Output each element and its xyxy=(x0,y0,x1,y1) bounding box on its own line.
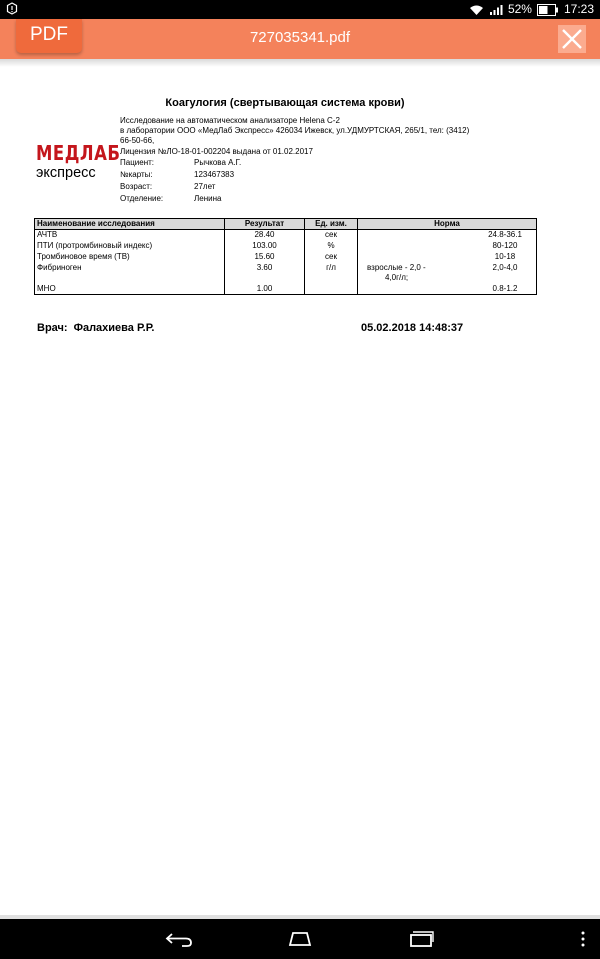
test-unit: сек xyxy=(305,230,358,241)
test-name: Тромбиновое время (ТВ) xyxy=(35,252,225,263)
test-unit: г/л xyxy=(305,263,358,284)
department-value: Ленина xyxy=(194,194,222,203)
test-norm: 80-120 xyxy=(492,240,518,250)
pdf-button[interactable]: PDF xyxy=(16,19,82,53)
age-label: Возраст: xyxy=(120,182,153,191)
header-result: Результат xyxy=(225,219,305,230)
info-line: Лицензия №ЛО-18-01-002204 выдана от 01.02.2017 xyxy=(120,146,313,156)
table-row xyxy=(35,252,537,263)
test-result: 28.40 xyxy=(225,230,305,241)
logo-line2: экспресс xyxy=(36,165,96,181)
results-table xyxy=(34,218,537,295)
test-norm-cell xyxy=(358,230,537,241)
test-result: 103.00 xyxy=(225,241,305,252)
test-name: Фибриноген xyxy=(35,263,225,284)
home-button[interactable] xyxy=(280,927,320,951)
clock: 17:23 xyxy=(563,2,594,16)
document-title: Коагулогия (свертывающая система крови) xyxy=(165,97,405,109)
department-label: Отделение: xyxy=(120,194,164,203)
file-name: 727035341.pdf xyxy=(249,29,351,46)
norm-prefix-line2: 4,0г/л; xyxy=(385,272,409,282)
status-bar xyxy=(0,0,600,19)
test-norm: 0.8-1.2 xyxy=(492,283,518,293)
test-unit: сек xyxy=(305,252,358,263)
test-norm: 24.8-36.1 xyxy=(488,230,522,239)
test-norm: 10-18 xyxy=(494,251,516,261)
patient-value: Рычкова А.Г. xyxy=(194,158,242,167)
test-result: 3.60 xyxy=(225,263,305,284)
recent-apps-icon xyxy=(400,927,440,951)
test-norm: 2,0-4,0 xyxy=(492,262,518,272)
test-unit: % xyxy=(305,241,358,252)
test-norm-cell xyxy=(358,284,537,295)
close-button[interactable] xyxy=(558,25,586,53)
header-norm: Норма xyxy=(358,219,537,230)
test-name: АЧТВ xyxy=(35,230,225,241)
doctor-signature xyxy=(37,322,154,334)
test-unit xyxy=(305,284,358,295)
table-row xyxy=(35,241,537,252)
battery-icon xyxy=(537,4,559,16)
test-result: 1.00 xyxy=(225,284,305,295)
medlab-logo xyxy=(36,141,121,181)
wifi-icon xyxy=(469,4,484,16)
recent-apps-button[interactable] xyxy=(400,927,440,951)
table-row xyxy=(35,284,537,295)
patient-label: Пациент: xyxy=(120,158,155,167)
home-icon xyxy=(280,927,320,951)
test-name: МНО xyxy=(35,284,225,295)
test-result: 15.60 xyxy=(225,252,305,263)
report-datetime: 05.02.2018 14:48:37 xyxy=(361,322,464,334)
navigation-bar xyxy=(0,919,600,959)
app-bar xyxy=(0,19,600,59)
logo-line1: МЕДЛАБ xyxy=(36,141,121,165)
pdf-page[interactable] xyxy=(0,67,600,917)
signal-icon xyxy=(489,4,503,16)
card-label: №карты: xyxy=(120,170,153,179)
close-icon xyxy=(561,28,583,50)
doctor-label: Врач: xyxy=(37,322,68,334)
info-line: в лаборатории ООО «МедЛаб Экспресс» 426034 Ижевск, ул.УДМУРТСКАЯ, 265/1, тел: (3412) xyxy=(120,126,470,136)
overflow-menu-icon[interactable] xyxy=(580,931,586,947)
test-norm-cell xyxy=(358,241,537,252)
doctor-name: Фалахиева Р.Р. xyxy=(73,322,155,334)
info-line: 66-50-66, xyxy=(120,136,155,146)
battery-percent: 52% xyxy=(507,2,532,16)
test-norm-cell xyxy=(358,252,537,263)
back-icon xyxy=(160,927,200,951)
lab-info xyxy=(120,116,530,157)
test-norm-prefix xyxy=(367,263,447,283)
page-shadow xyxy=(0,59,600,67)
alert-icon xyxy=(6,2,18,15)
info-line: Исследование на автоматическом анализаторе Helena C-2 xyxy=(120,116,340,125)
back-button[interactable] xyxy=(160,927,200,951)
age-value: 27лет xyxy=(194,182,216,191)
header-unit: Ед. изм. xyxy=(305,219,358,230)
table-row xyxy=(35,230,537,241)
card-value: 123467383 xyxy=(194,170,235,179)
table-row xyxy=(35,263,537,284)
test-norm-cell xyxy=(358,263,537,284)
norm-prefix-line1: взрослые - 2,0 - xyxy=(367,262,426,272)
header-test-name: Наименование исследования xyxy=(35,219,225,230)
test-name: ПТИ (протромбиновый индекс) xyxy=(35,241,225,252)
